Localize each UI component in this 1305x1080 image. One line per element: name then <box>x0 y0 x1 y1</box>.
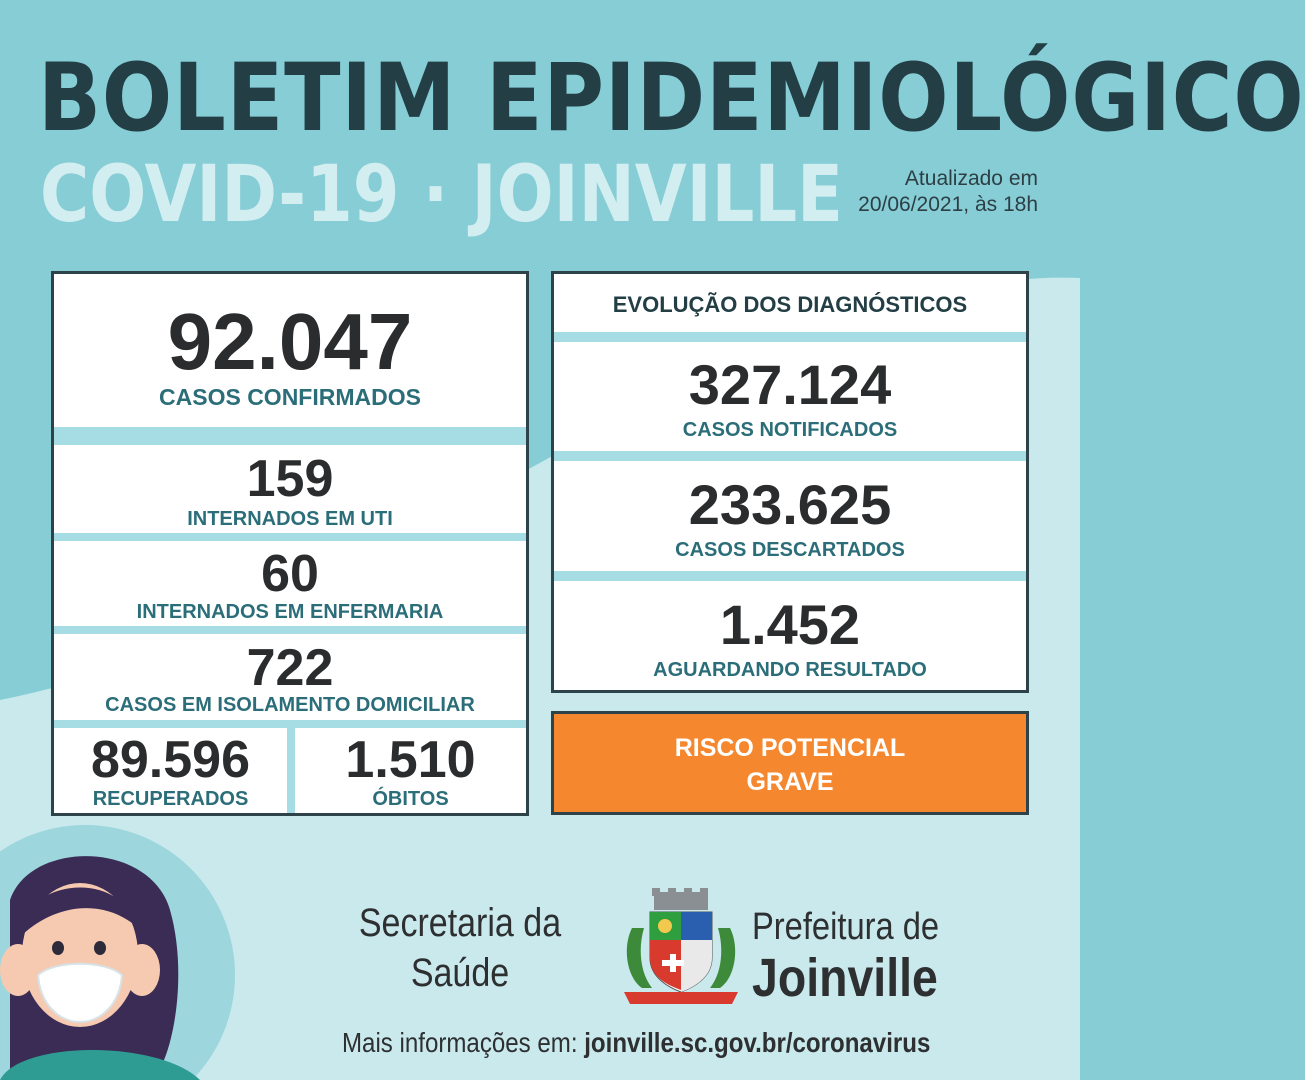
discarded-value: 233.625 <box>688 473 892 536</box>
woman-wearing-mask-illustration <box>0 840 240 1080</box>
joinville-coat-of-arms <box>622 888 740 1008</box>
divider <box>554 571 1026 581</box>
secretaria-line-2: Saúde <box>410 951 510 995</box>
updated-timestamp <box>858 166 1038 218</box>
recovered-value: 89.596 <box>90 731 251 789</box>
notified-label: CASOS NOTIFICADOS <box>682 419 898 441</box>
diagnostics-heading: EVOLUÇÃO DOS DIAGNÓSTICOS <box>612 292 968 317</box>
discarded-label: CASOS DESCARTADOS <box>675 539 905 561</box>
notified-value: 327.124 <box>688 353 892 416</box>
more-info-prefix: Mais informações em: <box>342 1027 578 1058</box>
deaths-value: 1.510 <box>345 731 476 789</box>
more-info-link[interactable]: joinville.sc.gov.br/coronavirus <box>584 1027 931 1058</box>
prefeitura-joinville-label <box>752 905 939 1007</box>
divider-vertical <box>287 728 295 813</box>
secretaria-line-1: Secretaria da <box>358 901 562 945</box>
more-info <box>342 1027 930 1059</box>
page-subtitle: COVID-19 · JOINVILLE <box>40 150 843 240</box>
cases-panel <box>51 271 529 816</box>
ward-label: INTERNADOS EM ENFERMARIA <box>136 601 444 623</box>
icu-label: INTERNADOS EM UTI <box>187 508 393 530</box>
home-isolation-value: 722 <box>246 639 334 697</box>
secretaria-saude-label <box>358 898 562 998</box>
divider <box>54 533 526 541</box>
ward-value: 60 <box>261 545 319 603</box>
diagnostics-panel <box>551 271 1029 693</box>
awaiting-label: AGUARDANDO RESULTADO <box>653 659 927 681</box>
risk-line-2: GRAVE <box>746 768 834 796</box>
divider <box>54 626 526 634</box>
home-isolation-label: CASOS EM ISOLAMENTO DOMICILIAR <box>105 694 475 716</box>
confirmed-value: 92.047 <box>167 297 413 386</box>
risk-badge <box>551 711 1029 815</box>
icu-value: 159 <box>246 450 334 508</box>
risk-line-1: RISCO POTENCIAL <box>674 734 906 762</box>
awaiting-value: 1.452 <box>719 593 861 656</box>
prefeitura-line-2: Joinville <box>752 948 938 1008</box>
divider <box>54 720 526 728</box>
divider <box>54 427 526 445</box>
prefeitura-line-1: Prefeitura de <box>752 906 940 948</box>
page-title: BOLETIM EPIDEMIOLÓGICO <box>38 44 1305 153</box>
divider <box>554 451 1026 461</box>
deaths-label: ÓBITOS <box>372 788 449 810</box>
divider <box>554 332 1026 342</box>
updated-date: 20/06/2021, às 18h <box>858 193 1038 216</box>
confirmed-label: CASOS CONFIRMADOS <box>159 384 421 410</box>
recovered-label: RECUPERADOS <box>92 788 249 810</box>
updated-label: Atualizado em <box>904 167 1038 190</box>
